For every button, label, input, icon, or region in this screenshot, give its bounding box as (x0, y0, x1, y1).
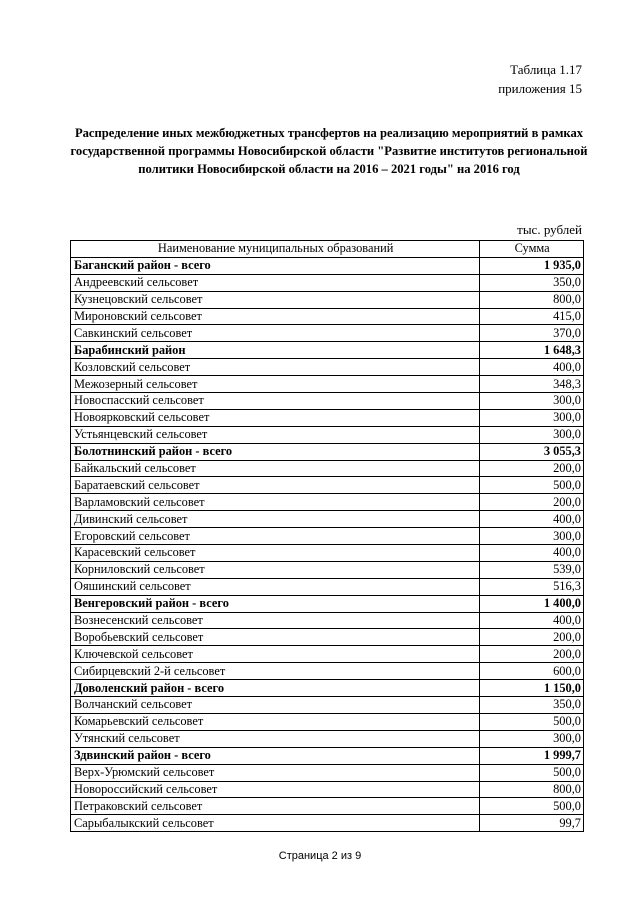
municipality-name: Утянский сельсовет (71, 730, 480, 747)
table-row (71, 325, 584, 342)
municipality-name: Баганский район - всего (71, 257, 480, 274)
amount-value: 200,0 (480, 460, 584, 477)
municipality-name: Венгеровский район - всего (71, 595, 480, 612)
table-row (71, 561, 584, 578)
municipality-name: Барабинский район (71, 342, 480, 359)
municipality-name: Межозерный сельсовет (71, 376, 480, 393)
municipality-name: Доволенский район - всего (71, 680, 480, 697)
table-row (71, 764, 584, 781)
amount-value: 99,7 (480, 815, 584, 832)
amount-value: 1 999,7 (480, 747, 584, 764)
municipality-name: Комарьевский сельсовет (71, 713, 480, 730)
table-row (71, 494, 584, 511)
table-row (71, 646, 584, 663)
amount-value: 600,0 (480, 663, 584, 680)
municipality-name: Байкальский сельсовет (71, 460, 480, 477)
amount-value: 400,0 (480, 545, 584, 562)
table-header-row (71, 241, 584, 258)
amount-value: 1 648,3 (480, 342, 584, 359)
amount-value: 348,3 (480, 376, 584, 393)
amount-value: 200,0 (480, 629, 584, 646)
column-header-sum: Сумма (480, 241, 584, 258)
municipality-name: Вознесенский сельсовет (71, 612, 480, 629)
municipality-name: Козловский сельсовет (71, 359, 480, 376)
amount-value: 800,0 (480, 291, 584, 308)
municipality-name: Мироновский сельсовет (71, 308, 480, 325)
district-total-row (71, 443, 584, 460)
municipality-name: Варламовский сельсовет (71, 494, 480, 511)
table-number: Таблица 1.17 (510, 62, 582, 77)
table-row (71, 612, 584, 629)
municipality-name: Петраковский сельсовет (71, 798, 480, 815)
amount-value: 350,0 (480, 697, 584, 714)
table-row (71, 528, 584, 545)
amount-value: 300,0 (480, 426, 584, 443)
municipality-name: Андреевский сельсовет (71, 274, 480, 291)
table-row (71, 629, 584, 646)
table-row (71, 426, 584, 443)
municipality-name: Дивинский сельсовет (71, 511, 480, 528)
page-number: Страница 2 из 9 (278, 850, 362, 862)
amount-value: 300,0 (480, 409, 584, 426)
table-row (71, 663, 584, 680)
amount-value: 400,0 (480, 359, 584, 376)
table-row (71, 730, 584, 747)
page-header (498, 60, 582, 98)
table-row (71, 409, 584, 426)
amount-value: 500,0 (480, 798, 584, 815)
district-total-row (71, 747, 584, 764)
table-row (71, 713, 584, 730)
amount-value: 1 150,0 (480, 680, 584, 697)
table-row (71, 815, 584, 832)
district-total-row (71, 595, 584, 612)
district-total-row (71, 680, 584, 697)
table-row (71, 460, 584, 477)
document-title: Распределение иных межбюджетных трансфертов на реализацию мероприятий в рамках государственной программы Новосибирской области "Развитие институтов региональной политики Новосибирской области на 2016 – 2021 годы" на 2016 год (70, 126, 588, 176)
column-header-name: Наименование муниципальных образований (71, 241, 480, 258)
table-row (71, 477, 584, 494)
amount-value: 539,0 (480, 561, 584, 578)
municipality-name: Верх-Урюмский сельсовет (71, 764, 480, 781)
municipality-name: Егоровский сельсовет (71, 528, 480, 545)
municipality-name: Ояшинский сельсовет (71, 578, 480, 595)
amount-value: 516,3 (480, 578, 584, 595)
district-total-row (71, 257, 584, 274)
amount-value: 370,0 (480, 325, 584, 342)
table-row (71, 274, 584, 291)
amount-value: 500,0 (480, 713, 584, 730)
municipality-name: Карасевский сельсовет (71, 545, 480, 562)
table-row (71, 697, 584, 714)
table-row (71, 511, 584, 528)
table-row (71, 545, 584, 562)
amount-value: 500,0 (480, 477, 584, 494)
table-body (71, 257, 584, 831)
municipality-name: Баратаевский сельсовет (71, 477, 480, 494)
municipality-name: Сарыбалыкский сельсовет (71, 815, 480, 832)
table-row (71, 359, 584, 376)
municipality-name: Устьянцевский сельсовет (71, 426, 480, 443)
municipality-name: Корниловский сельсовет (71, 561, 480, 578)
amount-value: 300,0 (480, 528, 584, 545)
municipality-name: Сибирцевский 2-й сельсовет (71, 663, 480, 680)
municipality-name: Савкинский сельсовет (71, 325, 480, 342)
table-row (71, 376, 584, 393)
amount-value: 200,0 (480, 646, 584, 663)
district-total-row (71, 342, 584, 359)
units-label: тыс. рублей (517, 222, 582, 237)
allocation-table (70, 240, 584, 832)
amount-value: 1 400,0 (480, 595, 584, 612)
municipality-name: Здвинский район - всего (71, 747, 480, 764)
municipality-name: Болотнинский район - всего (71, 443, 480, 460)
table-row (71, 393, 584, 410)
amount-value: 300,0 (480, 393, 584, 410)
amount-value: 400,0 (480, 511, 584, 528)
municipality-name: Воробьевский сельсовет (71, 629, 480, 646)
municipality-name: Волчанский сельсовет (71, 697, 480, 714)
amount-value: 400,0 (480, 612, 584, 629)
municipality-name: Новоярковский сельсовет (71, 409, 480, 426)
amount-value: 1 935,0 (480, 257, 584, 274)
municipality-name: Новоспасский сельсовет (71, 393, 480, 410)
amount-value: 200,0 (480, 494, 584, 511)
amount-value: 500,0 (480, 764, 584, 781)
amount-value: 3 055,3 (480, 443, 584, 460)
table-row (71, 578, 584, 595)
amount-value: 800,0 (480, 781, 584, 798)
table-row (71, 781, 584, 798)
amount-value: 350,0 (480, 274, 584, 291)
table-row (71, 291, 584, 308)
municipality-name: Новороссийский сельсовет (71, 781, 480, 798)
municipality-name: Ключевской сельсовет (71, 646, 480, 663)
municipality-name: Кузнецовский сельсовет (71, 291, 480, 308)
table-row (71, 798, 584, 815)
amount-value: 415,0 (480, 308, 584, 325)
appendix-number: приложения 15 (498, 81, 582, 96)
amount-value: 300,0 (480, 730, 584, 747)
table-row (71, 308, 584, 325)
